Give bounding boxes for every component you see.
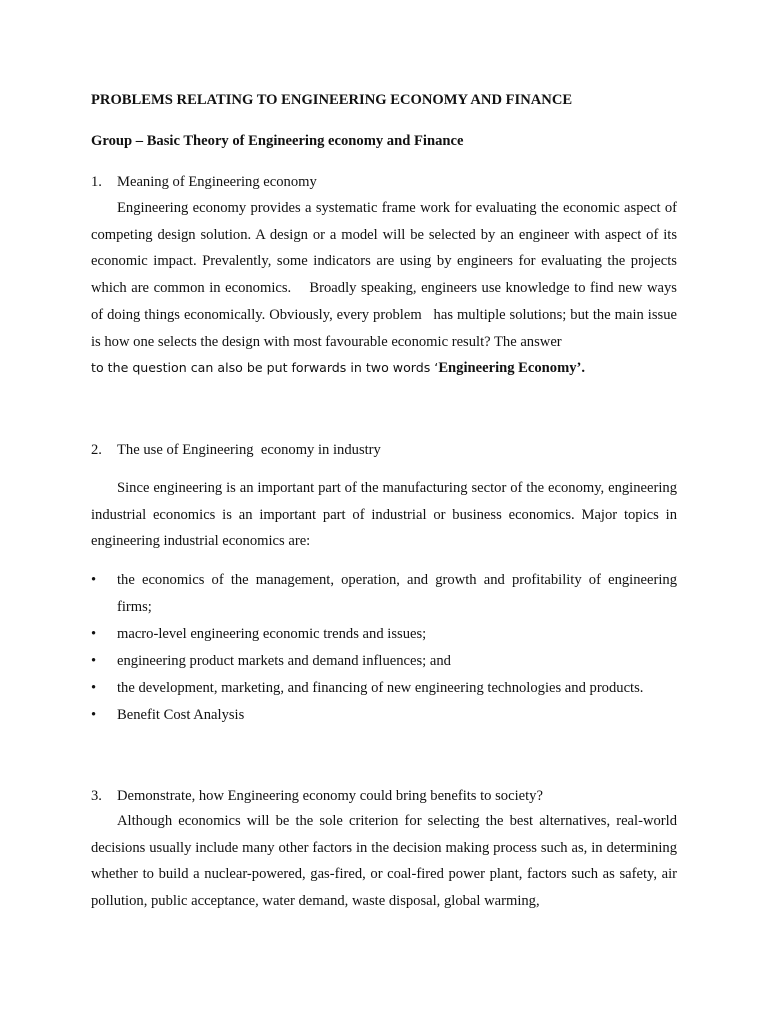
group-heading: Group – Basic Theory of Engineering economy and Finance bbox=[91, 133, 464, 149]
bullet-item bbox=[91, 648, 677, 675]
section-1-paragraph-text: Engineering economy provides a systematic frame work for evaluating the economic aspect of competing design solution. A design or a model will be selected by an engineer with aspect of its economic impact. Prevalently, some indicators are using by engineers for evaluating the projects which are common in economics. Broadly speaking, engineers use knowledge to find new ways of doing things economically. Obviously, every problem has multiple solutions; but the main issue is how one selects the design with most favourable economic result? The answer bbox=[91, 200, 677, 350]
section-2-heading bbox=[91, 442, 381, 459]
section-3-number: 3. bbox=[91, 788, 102, 804]
bullet-text: engineering product markets and demand influences; and bbox=[117, 653, 451, 669]
bullet-item bbox=[91, 567, 677, 621]
section-3-paragraph: Although economics will be the sole criterion for selecting the best alternatives, real-world decisions usually include many other factors in the decision making process such as, in determining whether to build a nuclear-powered, gas-fired, or coal-fired power plant, factors such as safety, air pollution, public acceptance, water demand, waste disposal, global warming, bbox=[91, 813, 677, 910]
bullet-glyph: • bbox=[91, 680, 97, 696]
bullet-text: macro-level engineering economic trends and issues; bbox=[117, 626, 427, 642]
section-2-paragraph: Since engineering is an important part of the manufacturing sector of the economy, engineering industrial economics is an important part of industrial or business economics. Major topics in engineering industrial economics are: bbox=[91, 480, 677, 550]
bullet-text: the economics of the management, operation, and growth and profitability of engineering firms; bbox=[117, 572, 677, 615]
section-1-number: 1. bbox=[91, 174, 102, 190]
bullet-item bbox=[91, 621, 677, 648]
section-1-heading bbox=[91, 174, 317, 191]
section-1-paragraph-emphasis: Engineering Economy’. bbox=[438, 360, 586, 377]
section-3-heading bbox=[91, 788, 543, 805]
section-1-paragraph-sans: to the question can also be put forwards in two words ‘ bbox=[91, 360, 439, 376]
bullet-glyph: • bbox=[91, 653, 97, 669]
bullet-glyph: • bbox=[91, 572, 97, 588]
document-page bbox=[91, 0, 677, 1024]
section-1-paragraph bbox=[91, 195, 677, 382]
section-2-bullet-list bbox=[91, 567, 677, 729]
bullet-item bbox=[91, 675, 677, 702]
document-title: PROBLEMS RELATING TO ENGINEERING ECONOMY AND FINANCE bbox=[91, 92, 573, 108]
bullet-text: the development, marketing, and financing of new engineering technologies and products. bbox=[117, 680, 644, 696]
bullet-item bbox=[91, 702, 677, 729]
bullet-glyph: • bbox=[91, 707, 97, 723]
bullet-text: Benefit Cost Analysis bbox=[117, 707, 245, 723]
section-3-title: Demonstrate, how Engineering economy could bring benefits to society? bbox=[117, 788, 543, 804]
bullet-glyph: • bbox=[91, 626, 97, 642]
section-2-number: 2. bbox=[91, 442, 102, 458]
section-2-title: The use of Engineering economy in industry bbox=[117, 442, 381, 458]
section-1-title: Meaning of Engineering economy bbox=[117, 174, 317, 190]
